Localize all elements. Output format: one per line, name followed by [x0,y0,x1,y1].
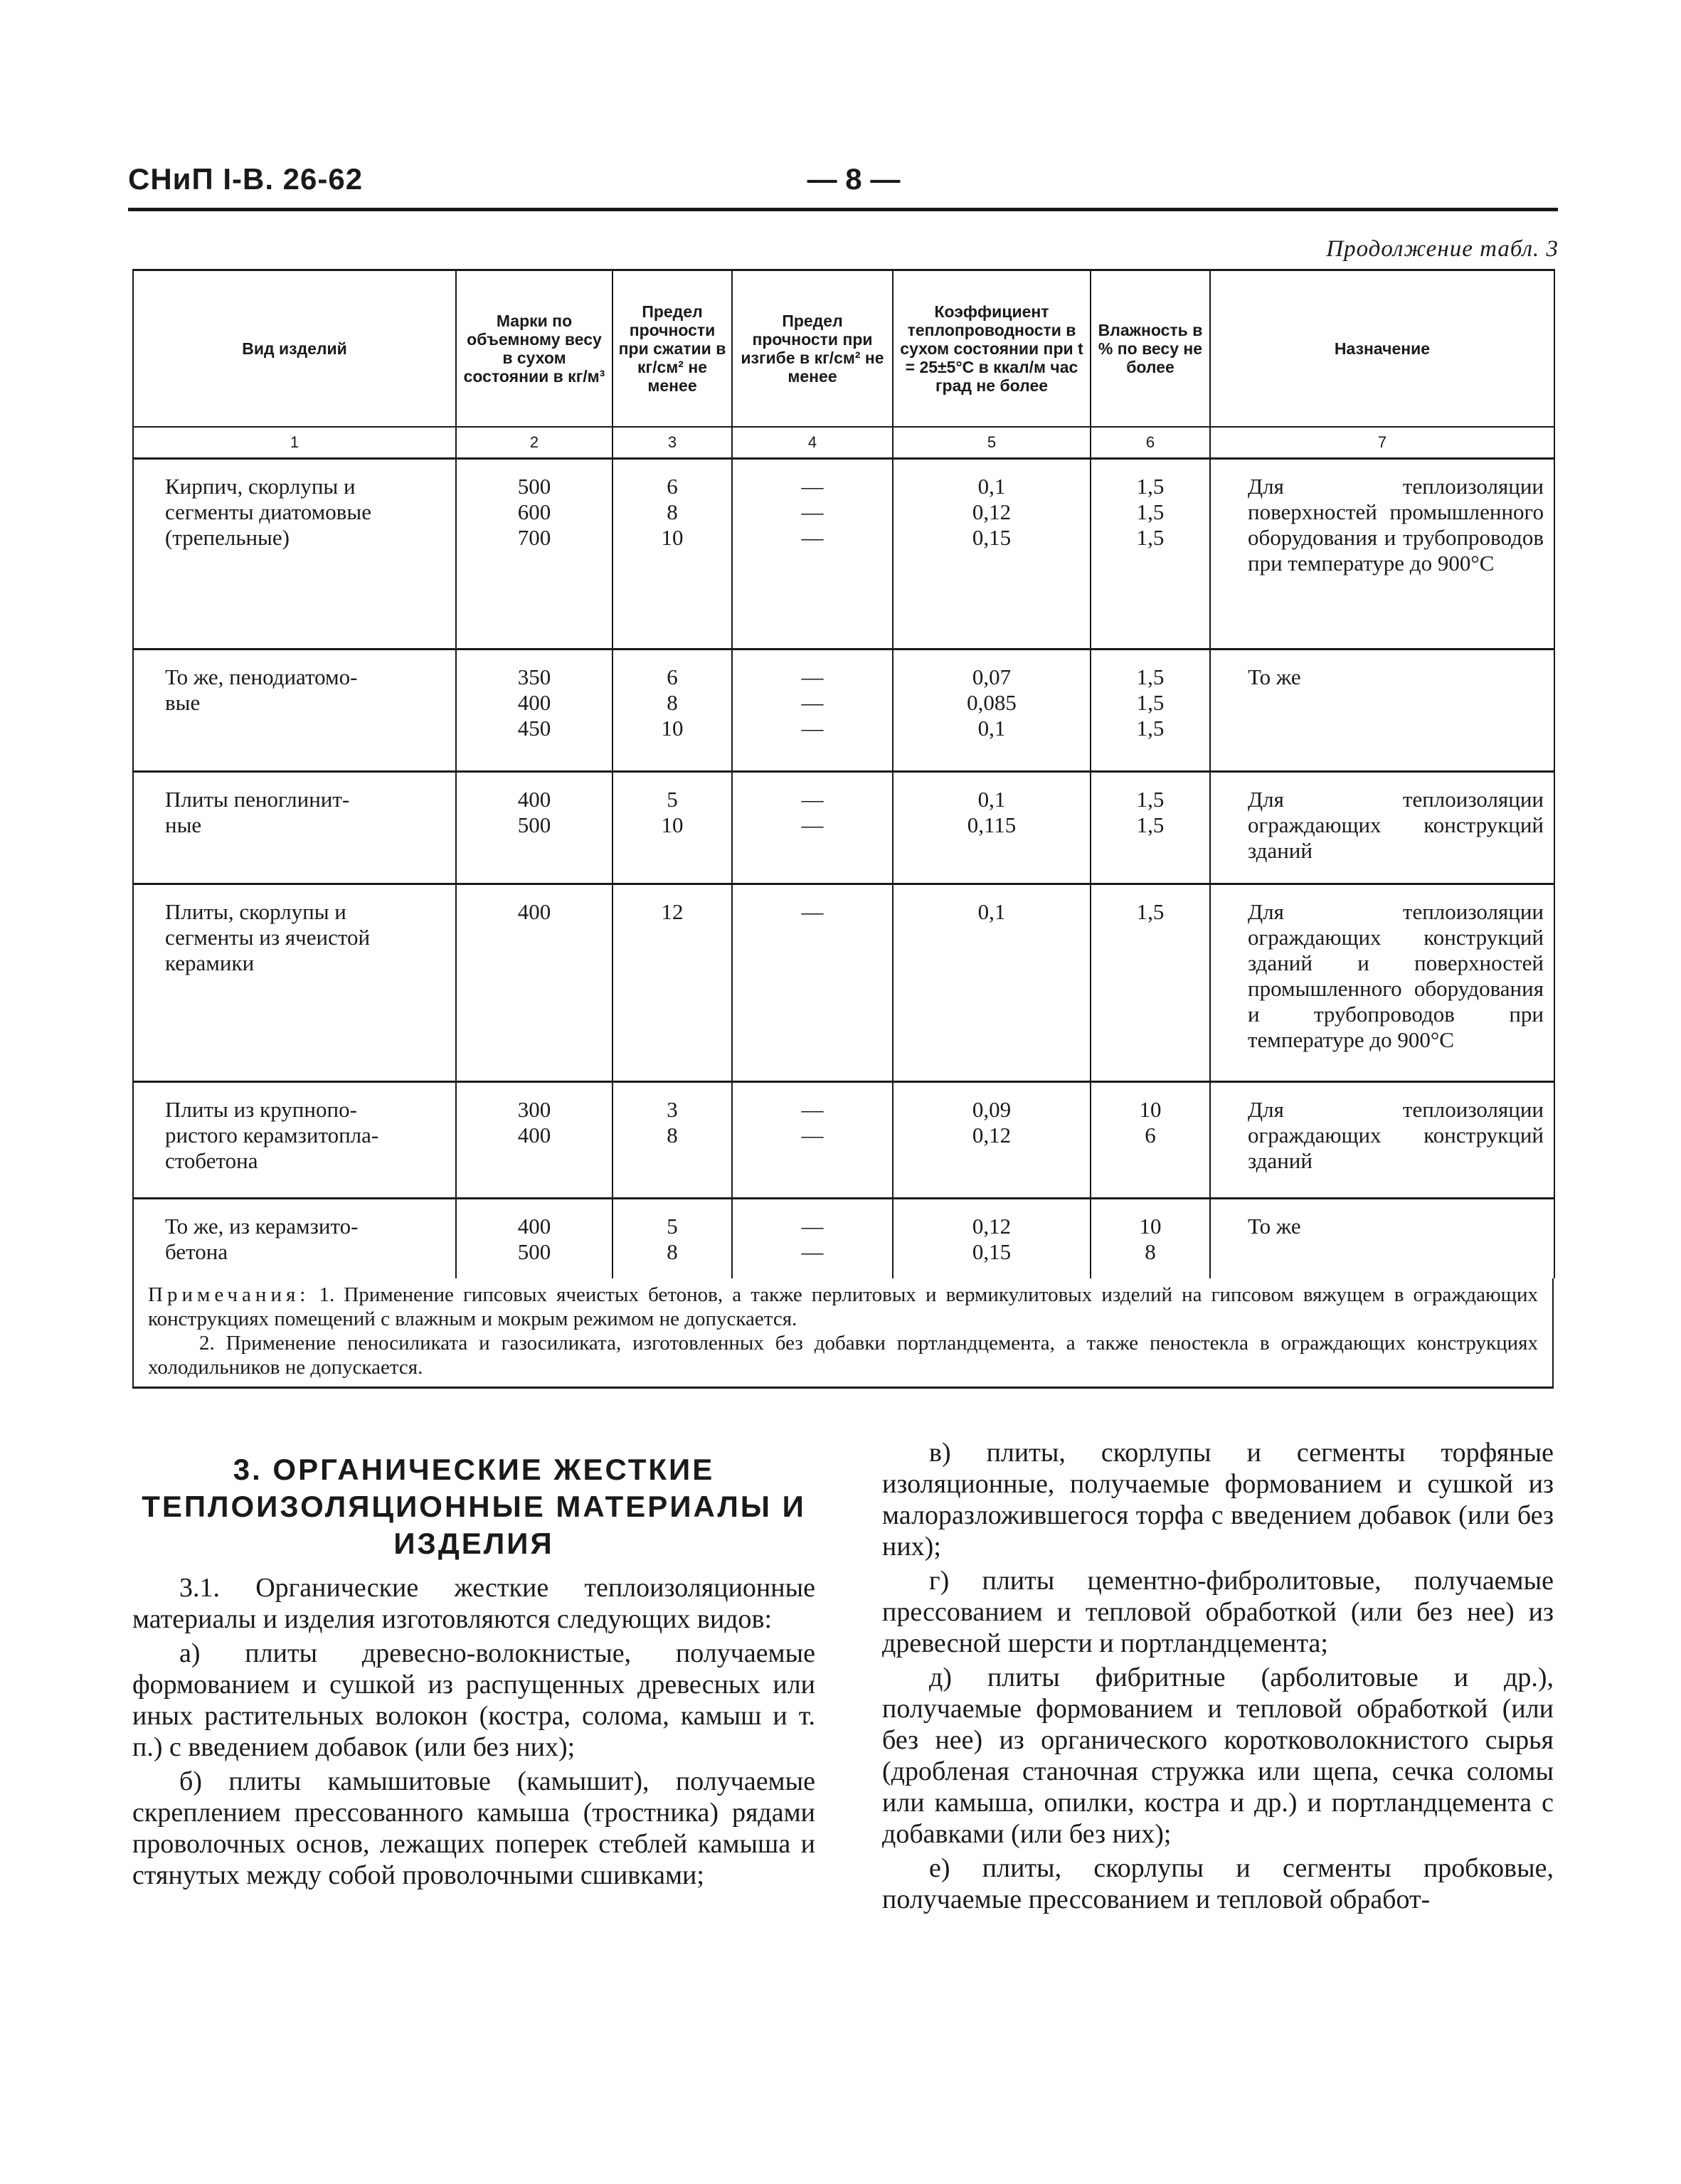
compression-strength: 3 8 [613,1082,732,1199]
column-header: Назначение [1210,270,1554,428]
bending-strength: — — [732,1082,893,1199]
density-grades: 300 400 [456,1082,613,1199]
density-grades: 400 [456,884,613,1082]
paragraph-a: а) плиты древесно-волокнистые, получаемые формованием и сушкой из распущенных древесных или иных растительных волокон (костра, солома, камыш и т. п.) с введением добавок (или без них); [132,1638,815,1762]
column-number: 3 [613,427,732,459]
compression-strength: 6 8 10 [613,650,732,772]
humidity: 1,5 [1091,884,1210,1082]
column-header: Влажность в % по весу не более [1091,270,1210,428]
column-header: Марки по объемному весу в сухом состоянии в кг/м³ [456,270,613,428]
thermal-conductivity: 0,12 0,15 [893,1199,1091,1278]
paragraph-intro: 3.1. Органические жесткие теплоизоляционные материалы и изделия изготовляются следующих видов: [132,1573,815,1634]
column-header: Коэффициент теплопроводности в сухом состоянии при t = 25±5°C в ккал/м час град не более [893,270,1091,428]
compression-strength: 5 10 [613,772,732,884]
thermal-conductivity: 0,1 [893,884,1091,1082]
table-row [133,650,1554,772]
humidity: 1,5 1,5 [1091,772,1210,884]
column-number: 1 [133,427,456,459]
text-column-left [132,1451,815,1894]
materials-table [132,269,1555,1278]
page-number: — 8 — [807,162,901,196]
product-kind: То же, из керамзито- бетона [133,1199,456,1278]
product-kind: То же, пенодиатомо- вые [133,650,456,772]
column-number: 7 [1210,427,1554,459]
product-kind: Плиты, скорлупы и сегменты из ячеистой керамики [133,884,456,1082]
thermal-conductivity: 0,1 0,12 0,15 [893,459,1091,650]
section-title: 3. ОРГАНИЧЕСКИЕ ЖЕСТКИЕ ТЕПЛОИЗОЛЯЦИОННЫЕ МАТЕРИАЛЫ И ИЗДЕЛИЯ [142,1453,806,1560]
bending-strength: — — [732,772,893,884]
column-header: Предел прочности при изгибе в кг/см² не менее [732,270,893,428]
table-row [133,884,1554,1082]
density-grades: 400 500 [456,1199,613,1278]
paragraph-d: д) плиты фибритные (арболитовые и др.), получаемые формованием и тепловой обработкой (или без нее) из органического коротковолокнистого сырья (дробленая станочная стружка или щепа, сечка соломы или камыша, опилки, костра и др.) и портландцемента с добавками (или без них); [882,1663,1554,1849]
document-code: СНиП I-B. 26-62 [128,162,364,196]
density-grades: 400 500 [456,772,613,884]
table-header-row [133,270,1554,428]
humidity: 10 6 [1091,1082,1210,1199]
humidity: 10 8 [1091,1199,1210,1278]
thermal-conductivity: 0,07 0,085 0,1 [893,650,1091,772]
compression-strength: 12 [613,884,732,1082]
product-kind: Плиты пеноглинит- ные [133,772,456,884]
thermal-conductivity: 0,09 0,12 [893,1082,1091,1199]
column-number: 2 [456,427,613,459]
density-grades: 350 400 450 [456,650,613,772]
compression-strength: 5 8 [613,1199,732,1278]
product-kind: Кирпич, скорлупы и сегменты диатомовые (трепельные) [133,459,456,650]
table-row [133,1199,1554,1278]
density-grades: 500 600 700 [456,459,613,650]
column-header: Предел прочности при сжатии в кг/см² не менее [613,270,732,428]
note-2: 2. Применение пеносиликата и газосиликата, изготовленных без добавки портландцемента, а также пеностекла в ограждающих конструкциях холодильников не допускается. [148,1331,1538,1379]
compression-strength: 6 8 10 [613,459,732,650]
product-kind: Плиты из крупнопо- ристого керамзитопла- стобетона [133,1082,456,1199]
table-row [133,1082,1554,1199]
bending-strength: — — — [732,459,893,650]
humidity: 1,5 1,5 1,5 [1091,459,1210,650]
note-1-text: 1. Применение гипсовых ячеистых бетонов, а также перлитовых и вермикулитовых изделий на гипсовом вяжущем в ограждающих конструкциях помещений с влажным и мокрым режимом не допускается. [148,1283,1538,1330]
column-number-row [133,427,1554,459]
purpose: Для теплоизоляции ограждающих конструкций зданий [1210,772,1554,884]
purpose: То же [1210,1199,1554,1278]
column-number: 6 [1091,427,1210,459]
purpose: Для теплоизоляции поверхностей промышленного оборудования и трубопроводов при температуре до 900°С [1210,459,1554,650]
column-number: 5 [893,427,1091,459]
bending-strength: — — [732,1199,893,1278]
note-1 [148,1283,1538,1331]
table-section [132,269,1554,1389]
notes-title: Примечания: [148,1283,310,1306]
table-row [133,772,1554,884]
bending-strength: — [732,884,893,1082]
humidity: 1,5 1,5 1,5 [1091,650,1210,772]
thermal-conductivity: 0,1 0,115 [893,772,1091,884]
table-row [133,459,1554,650]
purpose: Для теплоизоляции ограждающих конструкций зданий [1210,1082,1554,1199]
text-column-right [882,1437,1554,1918]
purpose: То же [1210,650,1554,772]
column-number: 4 [732,427,893,459]
page-header [128,162,1558,211]
table-notes [132,1278,1554,1389]
paragraph-g: г) плиты цементно-фибролитовые, получаемые прессованием и тепловой обработкой (или без нее) из древесной шерсти и портландцемента; [882,1566,1554,1658]
paragraph-e: е) плиты, скорлупы и сегменты пробковые, получаемые прессованием и тепловой обработ- [882,1853,1554,1914]
paragraph-v: в) плиты, скорлупы и сегменты торфяные изоляционные, получаемые формованием и сушкой из малоразложившегося торфа с введением добавок (или без них); [882,1438,1554,1562]
table-caption: Продолжение табл. 3 [1326,236,1559,262]
paragraph-b: б) плиты камышитовые (камышит), получаемые скреплением прессованного камыша (тростника) рядами проволочных основ, лежащих поперек стеблей камыша и стянутых между собой проволочными сшивками; [132,1766,815,1890]
purpose: Для теплоизоляции ограждающих конструкций зданий и поверхностей промышленного оборудования и трубопроводов при температуре до 900°С [1210,884,1554,1082]
bending-strength: — — — [732,650,893,772]
column-header: Вид изделий [133,270,456,428]
